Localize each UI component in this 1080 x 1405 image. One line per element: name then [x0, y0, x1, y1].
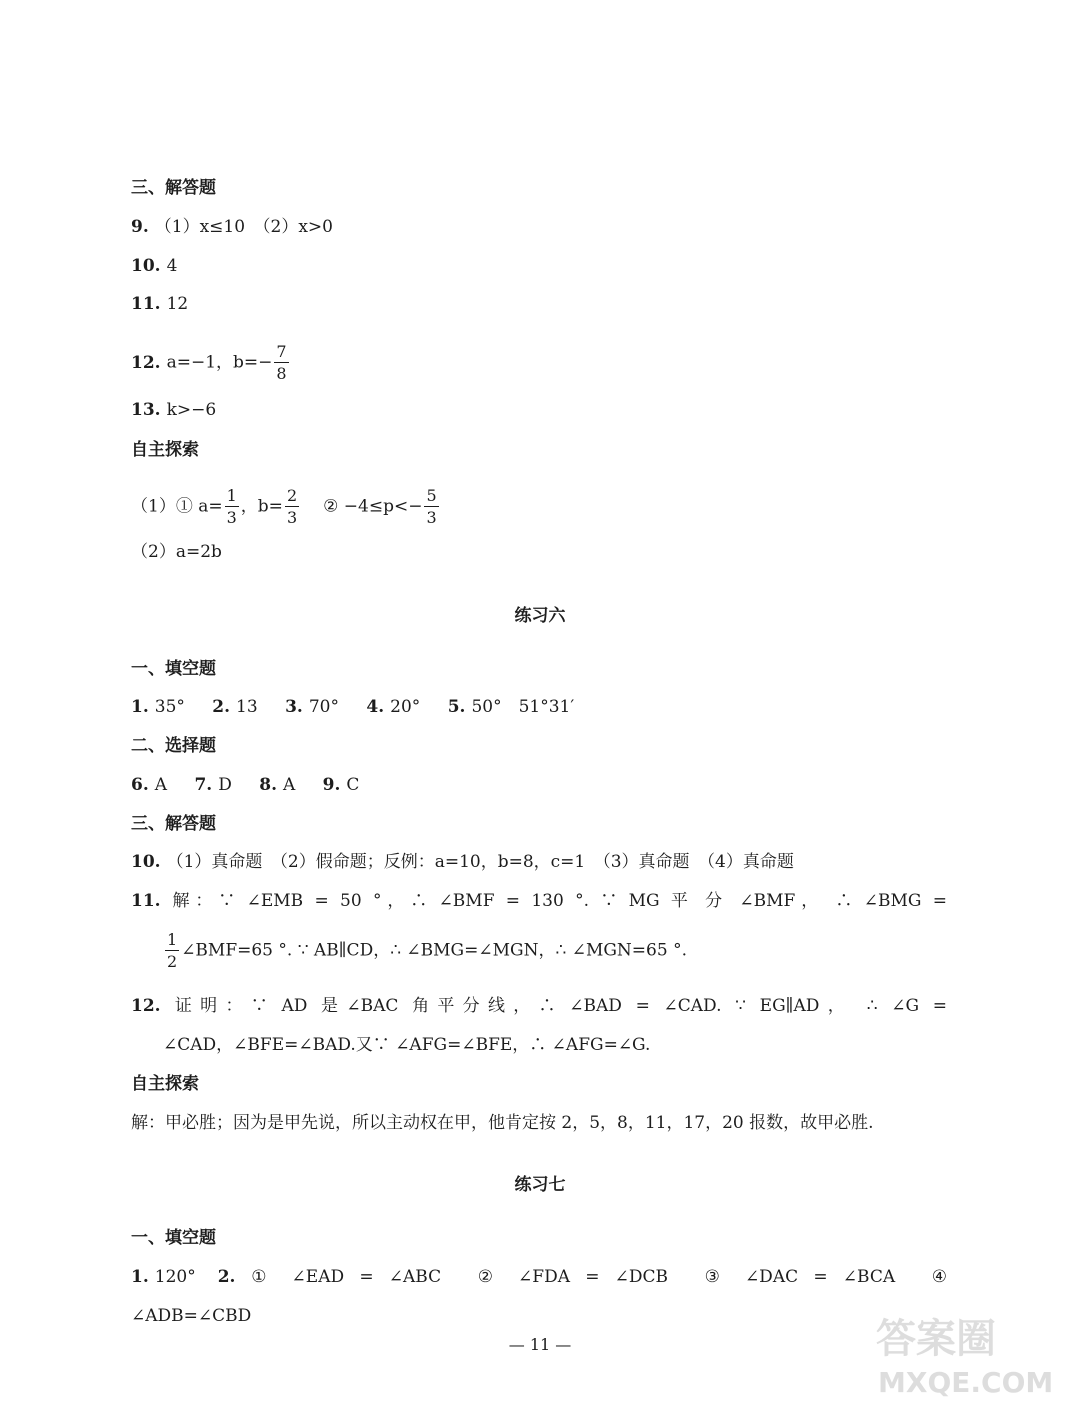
section-title-7: 练习七 [514, 1175, 566, 1195]
answer-13: 13. k>−6 [131, 400, 217, 420]
fraction: $\frac{7}{8}$ [276, 342, 287, 383]
answer-2-11-line2: $\frac{1}{2}$ ∠BMF=65 °. ∵ AB∥CD，∴ ∠BMG=∠MGN，∴ ∠MGN=65 °. [167, 930, 687, 971]
heading-solve-2: 三、解答题 [131, 814, 216, 834]
heading-solve-1: 三、解答题 [131, 178, 216, 198]
heading-explore-1: 自主探索 [131, 440, 199, 460]
watermark-logo [866, 1300, 1066, 1400]
section-title-6: 练习六 [514, 606, 566, 626]
answer-10: 10. 4 [131, 256, 178, 276]
heading-fill-2: 一、填空题 [131, 659, 216, 679]
heading-fill-3: 一、填空题 [131, 1228, 216, 1248]
explore-2: （2）a=2b [131, 542, 222, 562]
choice-answers-2: 6. A 7. D 8. A 9. C [131, 775, 360, 795]
answer-2-12-line2: ∠CAD，∠BFE=∠BAD.又∵ ∠AFG=∠BFE，∴ ∠AFG=∠G. [163, 1035, 651, 1055]
heading-explore-2: 自主探索 [131, 1074, 199, 1094]
fraction: $\frac{5}{3}$ [426, 486, 437, 527]
answer-3-line2: ∠ADB=∠CBD [131, 1306, 252, 1326]
explore-1: （1）① a= $\frac{1}{3}$ ，b= $\frac{2}{3}$ ② −4≤p<− $\frac{5}{3}$ [131, 486, 437, 527]
watermark-text-1: 答案圈 [876, 1316, 996, 1362]
answer-2-11-line1: 11. 解：∵ ∠EMB = 50 °，∴ ∠BMF = 130 °. ∵ MG 平 分 ∠BMF， ∴ ∠BMG = [131, 891, 947, 911]
answer-2-10: 10. （1）真命题 （2）假命题；反例：a=10，b=8，c=1 （3）真命题 （4）真命题 [131, 852, 794, 872]
fraction: $\frac{2}{3}$ [286, 486, 298, 527]
answer-2-12-line1: 12. 证明：∵ AD 是∠BAC 角平分线，∴ ∠BAD = ∠CAD. ∵ EG∥AD， ∴ ∠G = [131, 996, 947, 1016]
answer-9: 9. （1）x≤10 （2）x>0 [131, 217, 333, 237]
watermark-text-2: MXQE.COM [878, 1366, 1054, 1399]
heading-choice-2: 二、选择题 [131, 736, 216, 756]
page-number: — 11 — [508, 1335, 572, 1354]
fraction: $\frac{1}{2}$ [167, 930, 178, 971]
explore-answer-2: 解：甲必胜；因为是甲先说，所以主动权在甲，他肯定按 2，5，8，11，17，20 报数，故甲必胜. [131, 1113, 874, 1133]
answer-12: 12. a=−1，b=− $\frac{7}{8}$ [131, 342, 287, 383]
answer-11: 11. 12 [131, 294, 189, 314]
answer-3-line1: 1. 120° 2. ① ∠EAD = ∠ABC ② ∠FDA = ∠DCB ③ ∠DAC = ∠BCA ④ [131, 1267, 947, 1287]
fraction: $\frac{1}{3}$ [226, 486, 237, 527]
fill-answers-2: 1. 35° 2. 13 3. 70° 4. 20° 5. 50° 51°31′ [131, 697, 575, 717]
